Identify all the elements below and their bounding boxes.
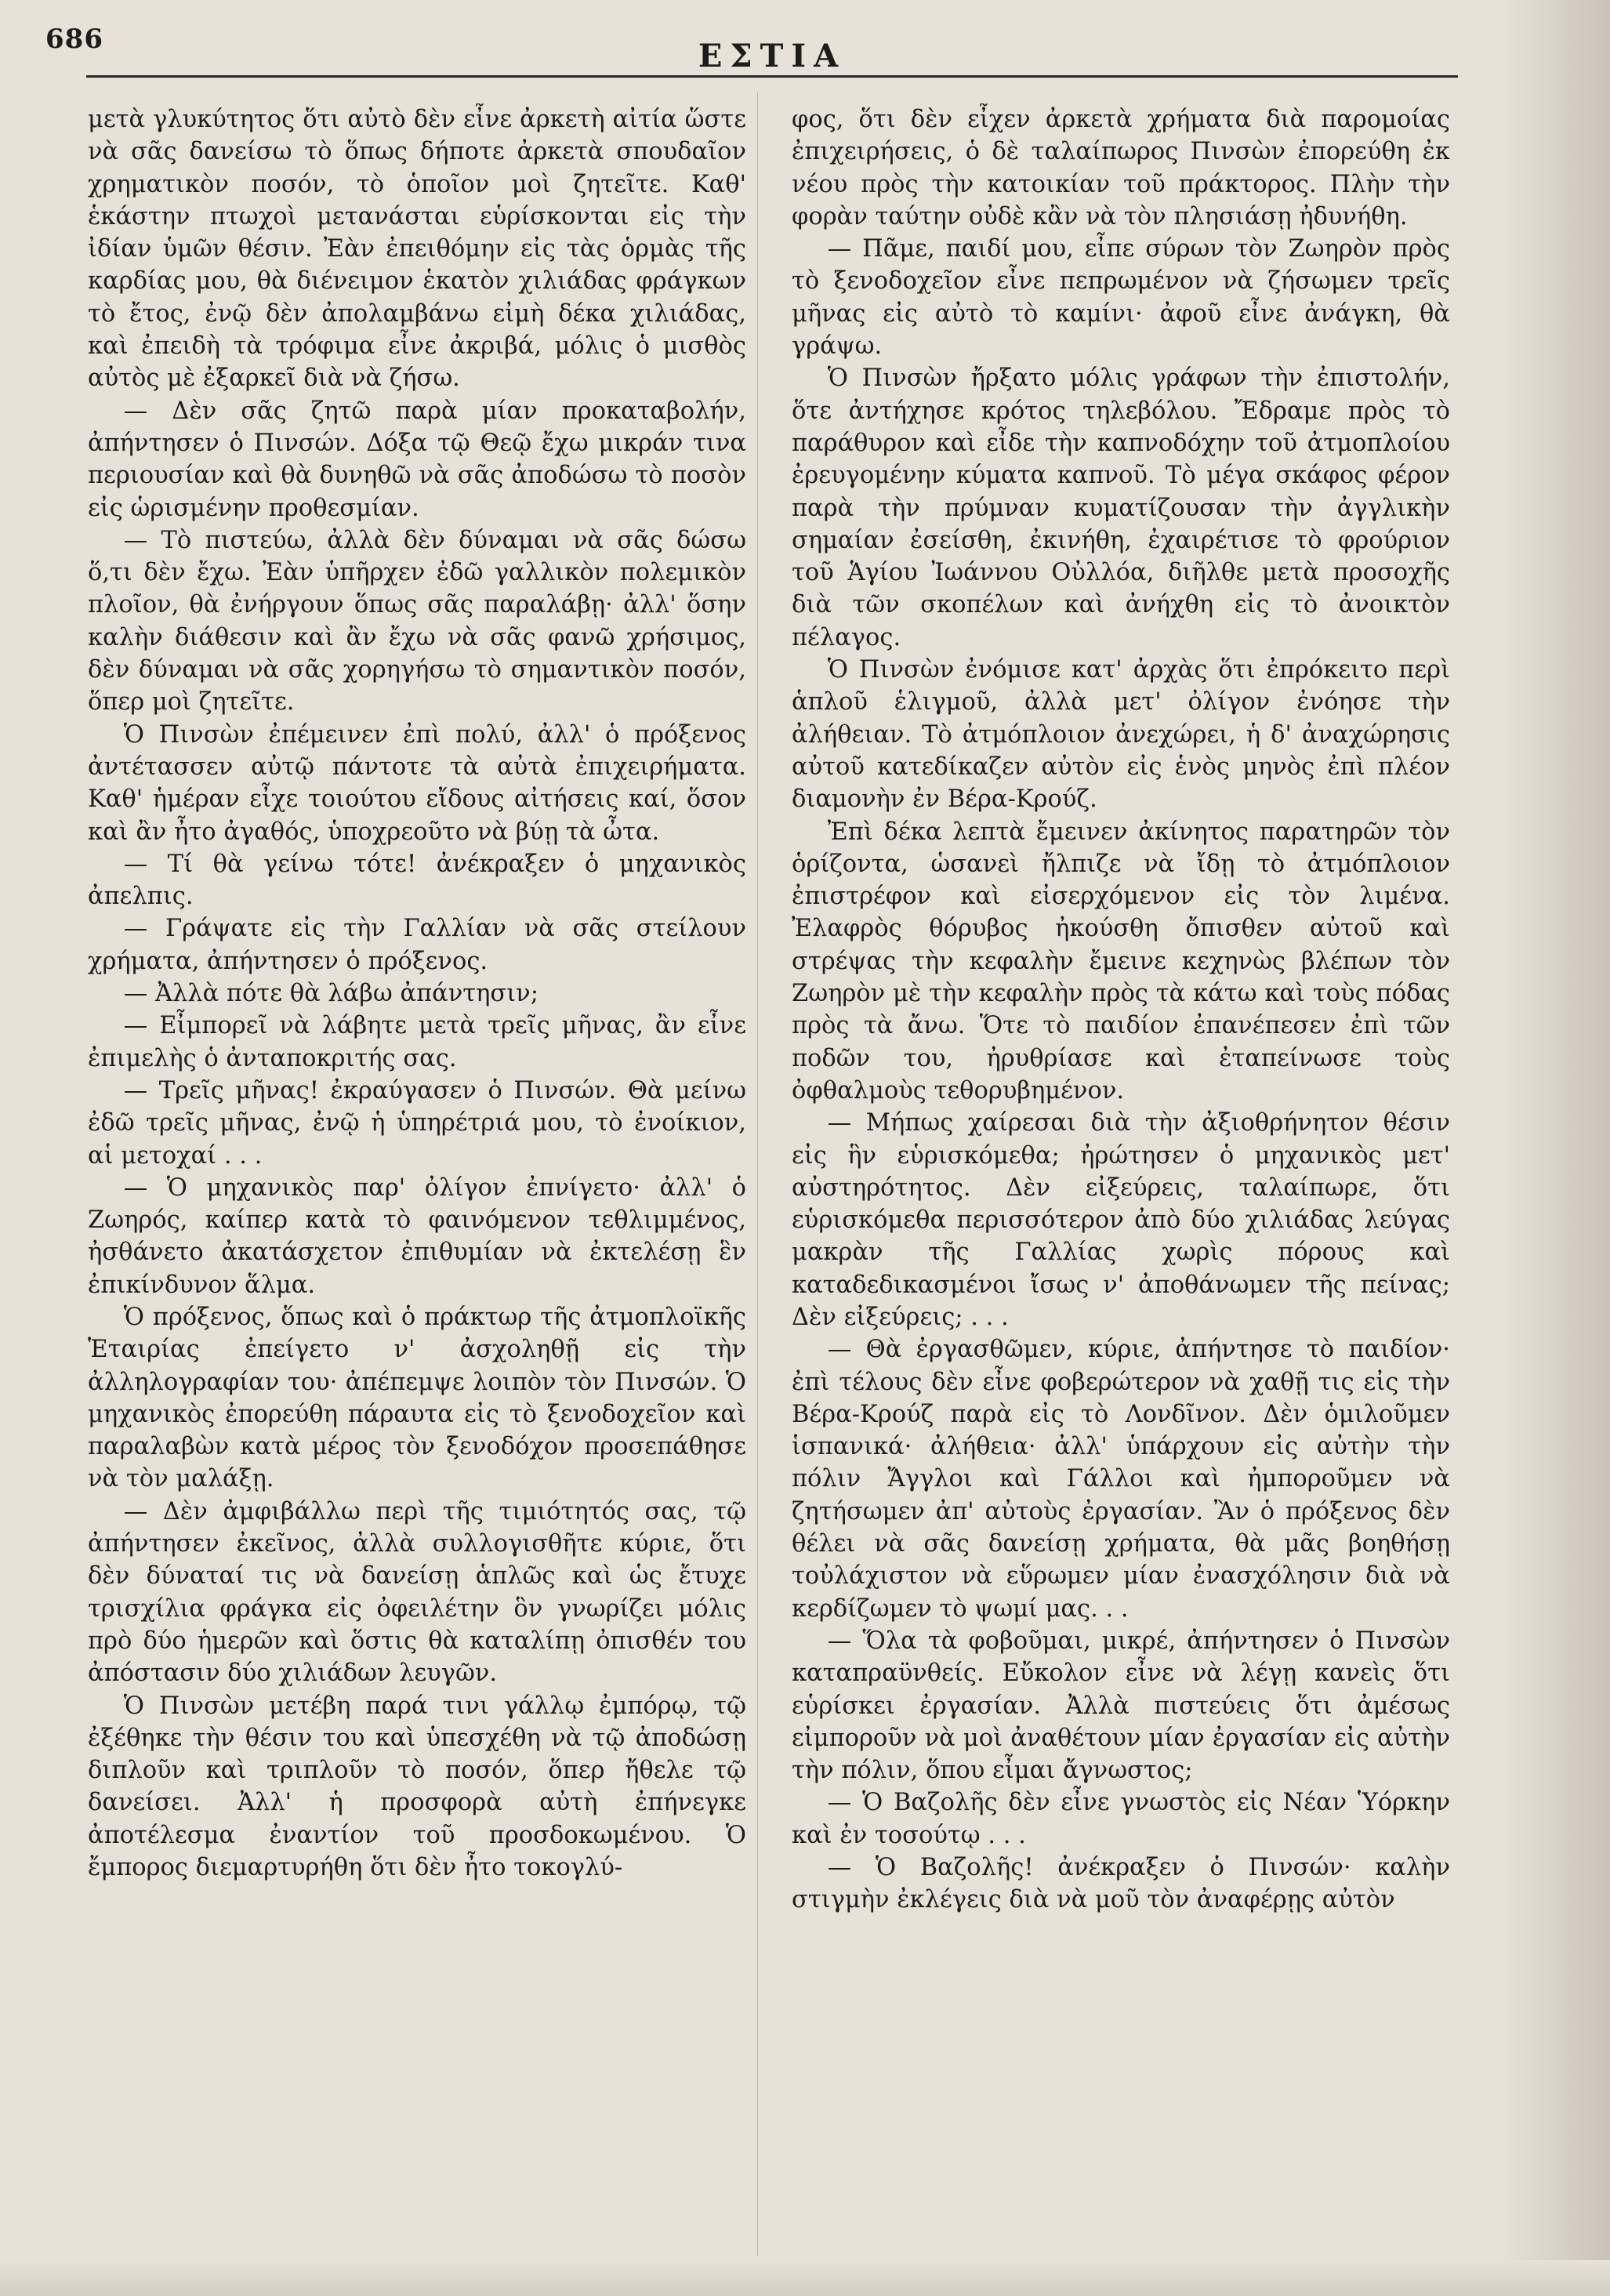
paragraph: — Ὁ Βαζολῆς! ἀνέκραξεν ὁ Πινσών· καλὴν στιγμὴν ἐκλέγεις διὰ νὰ μοῦ τὸν ἀναφέρῃς αὐτὸν bbox=[792, 1854, 1450, 1914]
paragraph: — Δὲν σᾶς ζητῶ παρὰ μίαν προκαταβολήν, ἀπήντησεν ὁ Πινσών. Δόξα τῷ Θεῷ ἔχω μικράν τινα περιουσίαν καὶ θὰ δυνηθῶ νὰ σᾶς ἀποδώσω τὸ ποσὸν εἰς ὡρισμένην προθεσμίαν. bbox=[88, 397, 746, 522]
text-column-left bbox=[88, 103, 746, 2251]
paragraph: Ὁ Πινσὼν μετέβη παρά τινι γάλλῳ ἐμπόρῳ, τῷ ἐξέθηκε τὴν θέσιν του καὶ ὑπεσχέθη νὰ τῷ ἀποδώσῃ διπλοῦν καὶ τριπλοῦν τὸ ποσόν, ὅπερ ἤθελε τῷ δανείσει. Ἀλλ' ἡ προσφορὰ αὐτὴ ἐπήνεγκε ἀποτέλεσμα ἐναντίον τοῦ προσδοκωμένου. Ὁ ἔμπορος διεμαρτυρήθη ὅτι δὲν ἦτο τοκογλύ- bbox=[88, 1692, 746, 1882]
column-divider bbox=[757, 92, 758, 2256]
paragraph: — Τὸ πιστεύω, ἀλλὰ δὲν δύναμαι νὰ σᾶς δώσω ὅ,τι δὲν ἔχω. Ἐὰν ὑπῆρχεν ἐδῶ γαλλικὸν πολεμικὸν πλοῖον, θὰ ἐνήργουν ὅπως σᾶς παραλάβῃ· ἀλλ' ὅσην καλὴν διάθεσιν καὶ ἂν ἔχω νὰ σᾶς φανῶ χρήσιμος, δὲν δύναμαι νὰ σᾶς χορηγήσω τὸ σημαντικὸν ποσόν, ὅπερ μοὶ ζητεῖτε. bbox=[88, 526, 746, 716]
text-column-right bbox=[792, 103, 1450, 2251]
paragraph: — Ὁ Βαζολῆς δὲν εἶνε γνωστὸς εἰς Νέαν Ὑόρκην καὶ ἐν τοσούτῳ . . . bbox=[792, 1789, 1450, 1849]
paragraph: — Γράψατε εἰς τὴν Γαλλίαν νὰ σᾶς στείλουν χρήματα, ἀπήντησεν ὁ πρόξενος. bbox=[88, 915, 746, 975]
paragraph: — Δὲν ἀμφιβάλλω περὶ τῆς τιμιότητός σας, τῷ ἀπήντησεν ἐκεῖνος, ἀλλὰ συλλογισθῆτε κύριε, ὅτι δὲν δύναταί τις νὰ δανείσῃ ἁπλῶς καὶ ὡς ἔτυχε τρισχίλια φράγκα εἰς ὀφειλέτην ὃν γνωρίζει μόλις πρὸ δύο ἡμερῶν καὶ ὅστις θὰ καταλίπῃ ὀπισθέν του ἀπόστασιν δύο χιλιάδων λευγῶν. bbox=[88, 1497, 746, 1688]
page-number: 686 bbox=[45, 24, 103, 55]
paragraph: Ὁ πρόξενος, ὅπως καὶ ὁ πράκτωρ τῆς ἀτμοπλοϊκῆς Ἑταιρίας ἐπείγετο ν' ἀσχοληθῇ εἰς τὴν ἀλληλογραφίαν του· ἀπέπεμψε λοιπὸν τὸν Πινσών. Ὁ μηχανικὸς ἐπορεύθη πάραυτα εἰς τὸ ξενοδοχεῖον καὶ παραλαβὼν κατὰ μέρος τὸν ξενοδόχον προσεπάθησε νὰ τὸν μαλάξῃ. bbox=[88, 1303, 746, 1493]
paragraph: — Τί θὰ γείνω τότε! ἀνέκραξεν ὁ μηχανικὸς ἀπελπις. bbox=[88, 850, 746, 911]
paragraph: — Ἀλλὰ πότε θὰ λάβω ἀπάντησιν; bbox=[123, 980, 539, 1008]
header-rule bbox=[86, 75, 1458, 78]
page-edge-shadow bbox=[1500, 0, 1610, 2296]
journal-title: ΕΣΤΙΑ bbox=[698, 38, 847, 74]
paragraph: — Ὁ μηχανικὸς παρ' ὀλίγον ἐπνίγετο· ἀλλ' ὁ Ζωηρός, καίπερ κατὰ τὸ φαινόμενον τεθλιμμένος, ἠσθάνετο ἀκατάσχετον ἐπιθυμίαν νὰ ἐκτελέσῃ ἓν ἐπικίνδυνον ἅλμα. bbox=[88, 1173, 746, 1299]
paragraph: — Ὅλα τὰ φοβοῦμαι, μικρέ, ἀπήντησεν ὁ Πινσὼν καταπραϋνθείς. Εὔκολον εἶνε νὰ λέγῃ κανεὶς ὅτι εὑρίσκει ἐργασίαν. Ἀλλὰ πιστεύεις ὅτι ἀμέσως εἰμποροῦν νὰ μοὶ ἀναθέτουν μίαν ἐργασίαν εἰς αὐτὴν τὴν πόλιν, ὅπου εἶμαι ἄγνωστος; bbox=[792, 1627, 1450, 1785]
paragraph: Ἐπὶ δέκα λεπτὰ ἔμεινεν ἀκίνητος παρατηρῶν τὸν ὁρίζοντα, ὡσανεὶ ἤλπιζε νὰ ἴδῃ τὸ ἀτμόπλοιον ἐπιστρέφον καὶ εἰσερχόμενον εἰς τὸν λιμένα. Ἐλαφρὸς θόρυβος ἠκούσθη ὄπισθεν αὐτοῦ καὶ στρέψας τὴν κεφαλὴν ἔμεινε κεχηνὼς βλέπων τὸν Ζωηρὸν μὲ τὴν κεφαλὴν πρὸς τὰ κάτω καὶ τοὺς πόδας πρὸς τὰ ἄνω. Ὅτε τὸ παιδίον ἐπανέπεσεν ἐπὶ τῶν ποδῶν του, ἠρυθρίασε καὶ ἐταπείνωσε τοὺς ὀφθαλμοὺς τεθορυβημένον. bbox=[792, 818, 1450, 1104]
paragraph: — Τρεῖς μῆνας! ἐκραύγασεν ὁ Πινσών. Θὰ μείνω ἐδῶ τρεῖς μῆνας, ἐνῷ ἡ ὑπηρέτριά μου, τὸ ἐνοίκιον, αἱ μετοχαί . . . bbox=[88, 1076, 746, 1170]
page-bottom-edge bbox=[0, 2260, 1610, 2296]
paragraph: Ὁ Πινσὼν ἤρξατο μόλις γράφων τὴν ἐπιστολήν, ὅτε ἀντήχησε κρότος τηλεβόλου. Ἔδραμε πρὸς τὸ παράθυρον καὶ εἶδε τὴν καπνοδόχην τοῦ ἀτμοπλοίου ἐρευγομένην κύματα καπνοῦ. Τὸ μέγα σκάφος φέρον παρὰ τὴν πρύμναν κυματίζουσαν τὴν ἀγγλικὴν σημαίαν ἐσείσθη, ἐκινήθη, ἐχαιρέτισε τὸ φρούριον τοῦ Ἁγίου Ἰωάννου Οὐλλόα, διῆλθε μετὰ προσοχῆς διὰ τῶν σκοπέλων καὶ ἀνήχθη εἰς τὸ ἀνοικτὸν πέλαγος. bbox=[792, 365, 1450, 651]
running-header bbox=[86, 24, 1458, 74]
paragraph: — Θὰ ἐργασθῶμεν, κύριε, ἀπήντησε τὸ παιδίον· ἐπὶ τέλους δὲν εἶνε φοβερώτερον νὰ χαθῇ τις εἰς τὴν Βέρα-Κρούζ παρὰ εἰς τὸ Λονδῖνον. Δὲν ὁμιλοῦμεν ἱσπανικά· ἀλήθεια· ἀλλ' ὑπάρχουν εἰς αὐτὴν τὴν πόλιν Ἄγγλοι καὶ Γάλλοι καὶ ἠμποροῦμεν νὰ ζητήσωμεν ἀπ' αὐτοὺς ἐργασίαν. Ἂν ὁ πρόξενος δὲν θέλει νὰ σᾶς δανείσῃ χρήματα, θὰ μᾶς βοηθήσῃ τοὐλάχιστον νὰ εὕρωμεν μίαν ἐνασχόλησιν διὰ νὰ κερδίζωμεν τὸ ψωμί μας. . . bbox=[792, 1336, 1450, 1623]
paragraph: μετὰ γλυκύτητος ὅτι αὐτὸ δὲν εἶνε ἀρκετὴ αἰτία ὥστε νὰ σᾶς δανείσω τὸ ὅπως δήποτε ἀρκετὰ σπουδαῖον χρηματικὸν ποσόν, τὸ ὁποῖον μοὶ ζητεῖτε. Καθ' ἑκάστην πτωχοὶ μετανάσται εὑρίσκονται εἰς τὴν ἰδίαν ὑμῶν θέσιν. Ἐὰν ἐπειθόμην εἰς τὰς ὁρμὰς τῆς καρδίας μου, θὰ διένειμον ἑκατὸν χιλιάδας φράγκων τὸ ἔτος, ἐνῷ δὲν ἀπολαμβάνω εἰμὴ δέκα χιλιάδας, καὶ ἐπειδὴ τὰ τρόφιμα εἶνε ἀκριβά, μόλις ὁ μισθὸς αὐτὸς μὲ ἐξαρκεῖ διὰ νὰ ζήσω. bbox=[88, 106, 746, 393]
paragraph: — Πᾶμε, παιδί μου, εἶπε σύρων τὸν Ζωηρὸν πρὸς τὸ ξενοδοχεῖον εἶνε πεπρωμένον νὰ ζήσωμεν τρεῖς μῆνας εἰς αὐτὸ τὸ καμίνι· ἀφοῦ εἶνε ἀνάγκη, θὰ γράψω. bbox=[792, 235, 1450, 361]
paragraph: Ὁ Πινσὼν ἐνόμισε κατ' ἀρχὰς ὅτι ἐπρόκειτο περὶ ἁπλοῦ ἑλιγμοῦ, ἀλλὰ μετ' ὀλίγον ἐνόησε τὴν ἀλήθειαν. Τὸ ἀτμόπλοιον ἀνεχώρει, ἡ δ' ἀναχώρησις αὐτοῦ κατεδίκαζεν αὐτὸν εἰς ἑνὸς μηνὸς ἐπὶ πλέον διαμονὴν ἐν Βέρα-Κρούζ. bbox=[792, 656, 1450, 814]
paragraph: φος, ὅτι δὲν εἶχεν ἀρκετὰ χρήματα διὰ παρομοίας ἐπιχειρήσεις, ὁ δὲ ταλαίπωρος Πινσὼν ἐπορεύθη ἐκ νέου πρὸς τὴν κατοικίαν τοῦ πράκτορος. Πλὴν τὴν φορὰν ταύτην οὐδὲ κἂν νὰ τὸν πλησιάσῃ ἠδυνήθη. bbox=[792, 106, 1450, 230]
paragraph: Ὁ Πινσὼν ἐπέμεινεν ἐπὶ πολύ, ἀλλ' ὁ πρόξενος ἀντέτασσεν αὐτῷ πάντοτε τὰ αὐτὰ ἐπιχειρήματα. Καθ' ἡμέραν εἶχε τοιούτου εἴδους αἰτήσεις καί, ὅσον καὶ ἂν ἦτο ἀγαθός, ὑποχρεοῦτο νὰ βύῃ τὰ ὦτα. bbox=[88, 720, 746, 846]
paragraph: — Εἶμπορεῖ νὰ λάβητε μετὰ τρεῖς μῆνας, ἂν εἶνε ἐπιμελὴς ὁ ἀνταποκριτής σας. bbox=[88, 1012, 746, 1072]
paragraph: — Μήπως χαίρεσαι διὰ τὴν ἀξιοθρήνητον θέσιν εἰς ἣν εὑρισκόμεθα; ἠρώτησεν ὁ μηχανικὸς μετ' αὐστηρότητος. Δὲν εἰξεύρεις, ταλαίπωρε, ὅτι εὑρισκόμεθα περισσότερον ἀπὸ δύο χιλιάδας λεύγας μακρὰν τῆς Γαλλίας χωρὶς πόρους καὶ καταδεδικασμένοι ἴσως ν' ἀποθάνωμεν τῆς πείνας; Δὲν εἰξεύρεις; . . . bbox=[792, 1109, 1450, 1331]
